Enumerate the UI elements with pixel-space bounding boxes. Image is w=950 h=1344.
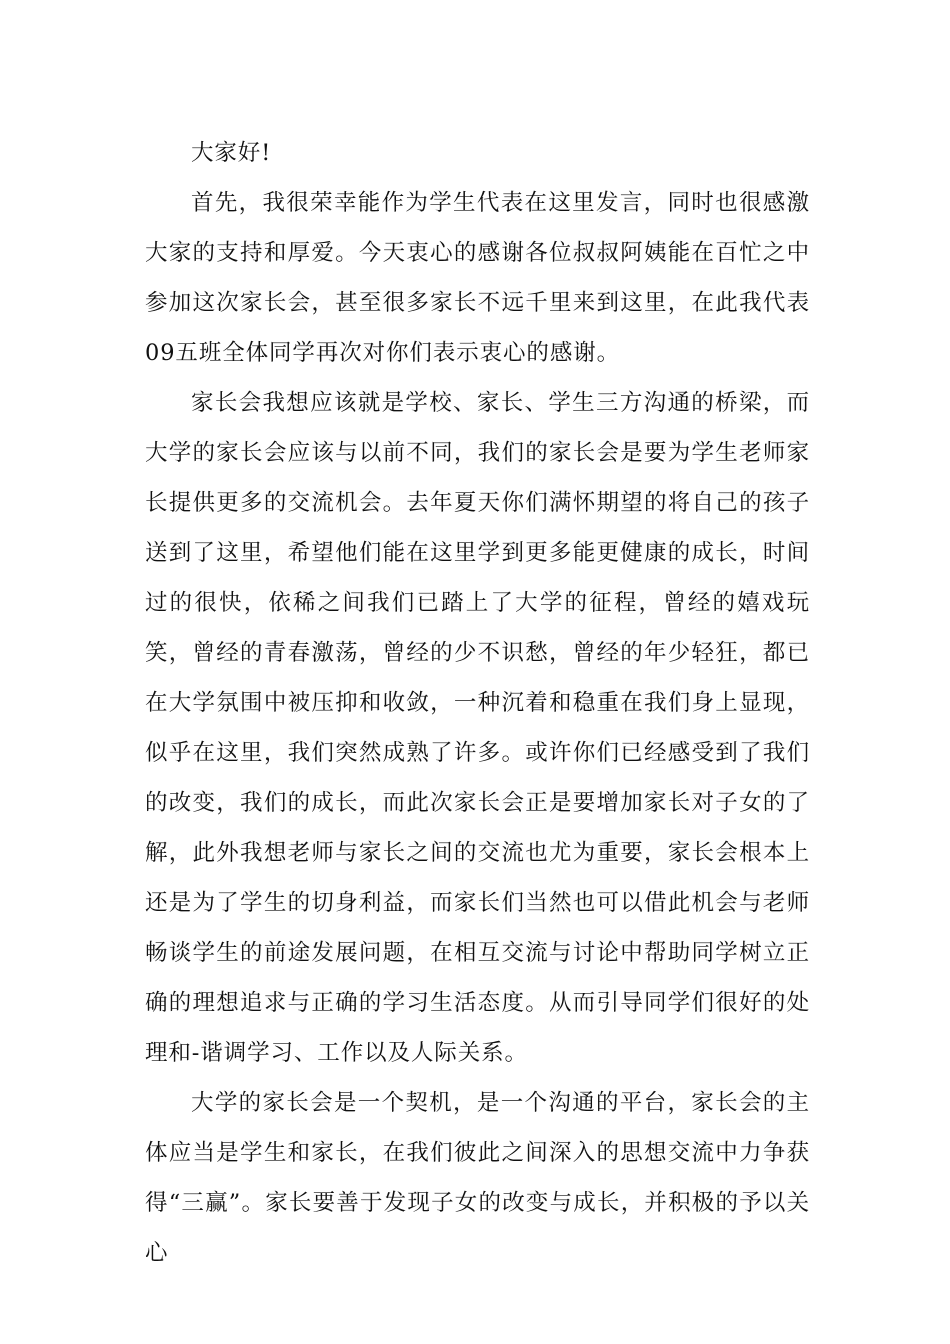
speech-body: [145, 128, 810, 1278]
greeting-paragraph: 大家好!: [191, 140, 272, 166]
body-paragraph: 大学的家长会是一个契机，是一个沟通的平台，家长会的主体应当是学生和家长，在我们彼此之间深入的思想交流中力争获得“三赢”。家长要善于发现子女的改变与成长，并积极的予以关心: [145, 1090, 810, 1266]
body-paragraph: 家长会我想应该就是学校、家长、学生三方沟通的桥梁，而大学的家长会应该与以前不同，我们的家长会是要为学生老师家长提供更多的交流机会。去年夏天你们满怀期望的将自己的孩子送到了这里，希望他们能在这里学到更多能更健康的成长，时间过的很快，依稀之间我们已踏上了大学的征程，曾经的嬉戏玩笑，曾经的青春激荡，曾经的少不识愁，曾经的年少轻狂，都已在大学氛围中被压抑和收敛，一种沉着和稳重在我们身上显现，似乎在这里，我们突然成熟了许多。或许你们已经感受到了我们的改变，我们的成长，而此次家长会正是要增加家长对子女的了解，此外我想老师与家长之间的交流也尤为重要，家长会根本上还是为了学生的切身利益，而家长们当然也可以借此机会与老师畅谈学生的前途发展问题，在相互交流与讨论中帮助同学树立正确的理想追求与正确的学习生活态度。从而引导同学们很好的处理和-谐调学习、工作以及人际关系。: [145, 390, 810, 1066]
body-paragraph: 首先，我很荣幸能作为学生代表在这里发言，同时也很感激大家的支持和厚爱。今天衷心的感谢各位叔叔阿姨能在百忙之中参加这次家长会，甚至很多家长不远千里来到这里，在此我代表09五班全体同学再次对你们表示衷心的感谢。: [145, 190, 810, 366]
